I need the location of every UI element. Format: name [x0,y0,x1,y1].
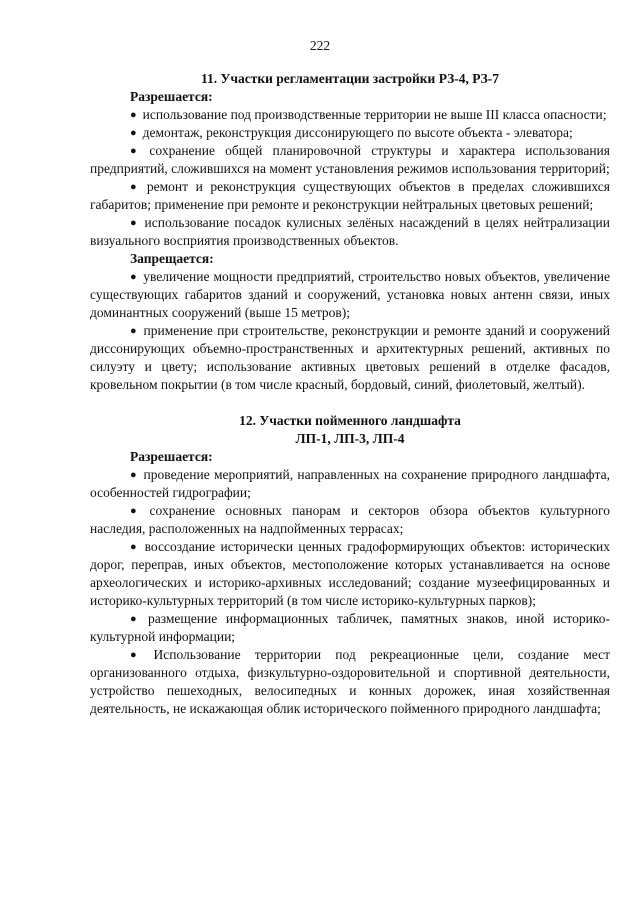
list-item-text: применение при строительстве, реконструкции и ремонте зданий и сооружений диссонирующих объемно-пространственных и архитектурных решений, активных по силуэту и цвету; использование активных цветовых решений в отделке фасадов, кровельном покрытии (в том числе красный, бордовый, синий, фиолетовый, желтый). [90,323,610,392]
list-item-text: ремонт и реконструкция существующих объектов в пределах сложившихся габаритов; применение при ремонте и реконструкции нейтральных цветовых решений; [90,179,610,212]
list-item [90,214,610,250]
section-heading-zones: ЛП-1, ЛП-3, ЛП-4 [295,431,405,446]
section-heading: 11. Участки регламентации застройки РЗ-4, РЗ-7 [200,71,500,86]
list-item-text: Использование территории под рекреационные цели, создание мест организованного отдыха, физкультурно-оздоровительной и спортивной деятельности, устройство пешеходных, велосипедных и конных дорожек, иная хозяйственная деятельность, не искажающая облик исторического пойменного природного ландшафта; [90,647,610,716]
list-item [90,502,610,538]
list-item [90,142,610,178]
prohibited-label: Запрещается: [130,251,214,266]
bullet-icon: ● [130,649,148,661]
list-item-text: сохранение общей планировочной структуры и характера использования предприятий, сложившихся на момент установления режимов использования территорий; [90,143,610,176]
list-item [90,466,610,502]
list-item [90,178,610,214]
list-item [90,106,610,124]
bullet-icon: ● [130,613,142,625]
page-content [90,62,610,718]
list-item [90,322,610,394]
list-item [90,610,610,646]
bullet-icon: ● [130,505,144,517]
bullet-icon: ● [130,325,138,337]
bullet-icon: ● [130,127,137,139]
bullet-icon: ● [130,469,138,481]
section-heading: 12. Участки пойменного ландшафта [239,413,461,428]
bullet-icon: ● [130,181,141,193]
list-item [90,268,610,322]
permitted-label: Разрешается: [130,449,213,464]
list-item-text: воссоздание исторически ценных градоформирующих объектов: исторических дорог, переправ, иных объектов, местоположение которых устанавливается на основе археологических и историко-архивных исследований; создание музеефицированных и историко-культурных территорий (в том числе историко-культурных парков); [90,539,610,608]
list-item-text: использование под производственные территории не выше III класса опасности; [142,107,607,122]
bullet-icon: ● [130,109,137,121]
page-number: 222 [309,38,331,53]
permitted-label: Разрешается: [130,89,213,104]
list-item-text: проведение мероприятий, направленных на сохранение природного ландшафта, особенностей гидрографии; [90,467,610,500]
bullet-icon: ● [130,145,144,157]
list-item [90,646,610,718]
list-item-text: сохранение основных панорам и секторов обзора объектов культурного наследия, расположенных на надпойменных террасах; [90,503,610,536]
list-item-text: демонтаж, реконструкция диссонирующего по высоте объекта - элеватора; [142,125,573,140]
list-item [90,538,610,610]
bullet-icon: ● [130,217,139,229]
list-item-text: увеличение мощности предприятий, строительство новых объектов, увеличение существующих габаритов зданий и сооружений, установка новых антенн связи, иных доминантных сооружений (выше 15 метров); [90,269,610,320]
section-12 [90,412,610,718]
list-item [90,124,610,142]
section-11 [90,70,610,394]
bullet-icon: ● [130,541,139,553]
bullet-icon: ● [130,271,138,283]
list-item-text: размещение информационных табличек, памятных знаков, иной историко-культурной информации; [90,611,610,644]
list-item-text: использование посадок кулисных зелёных насаждений в целях нейтрализации визуального восприятия производственных объектов. [90,215,610,248]
